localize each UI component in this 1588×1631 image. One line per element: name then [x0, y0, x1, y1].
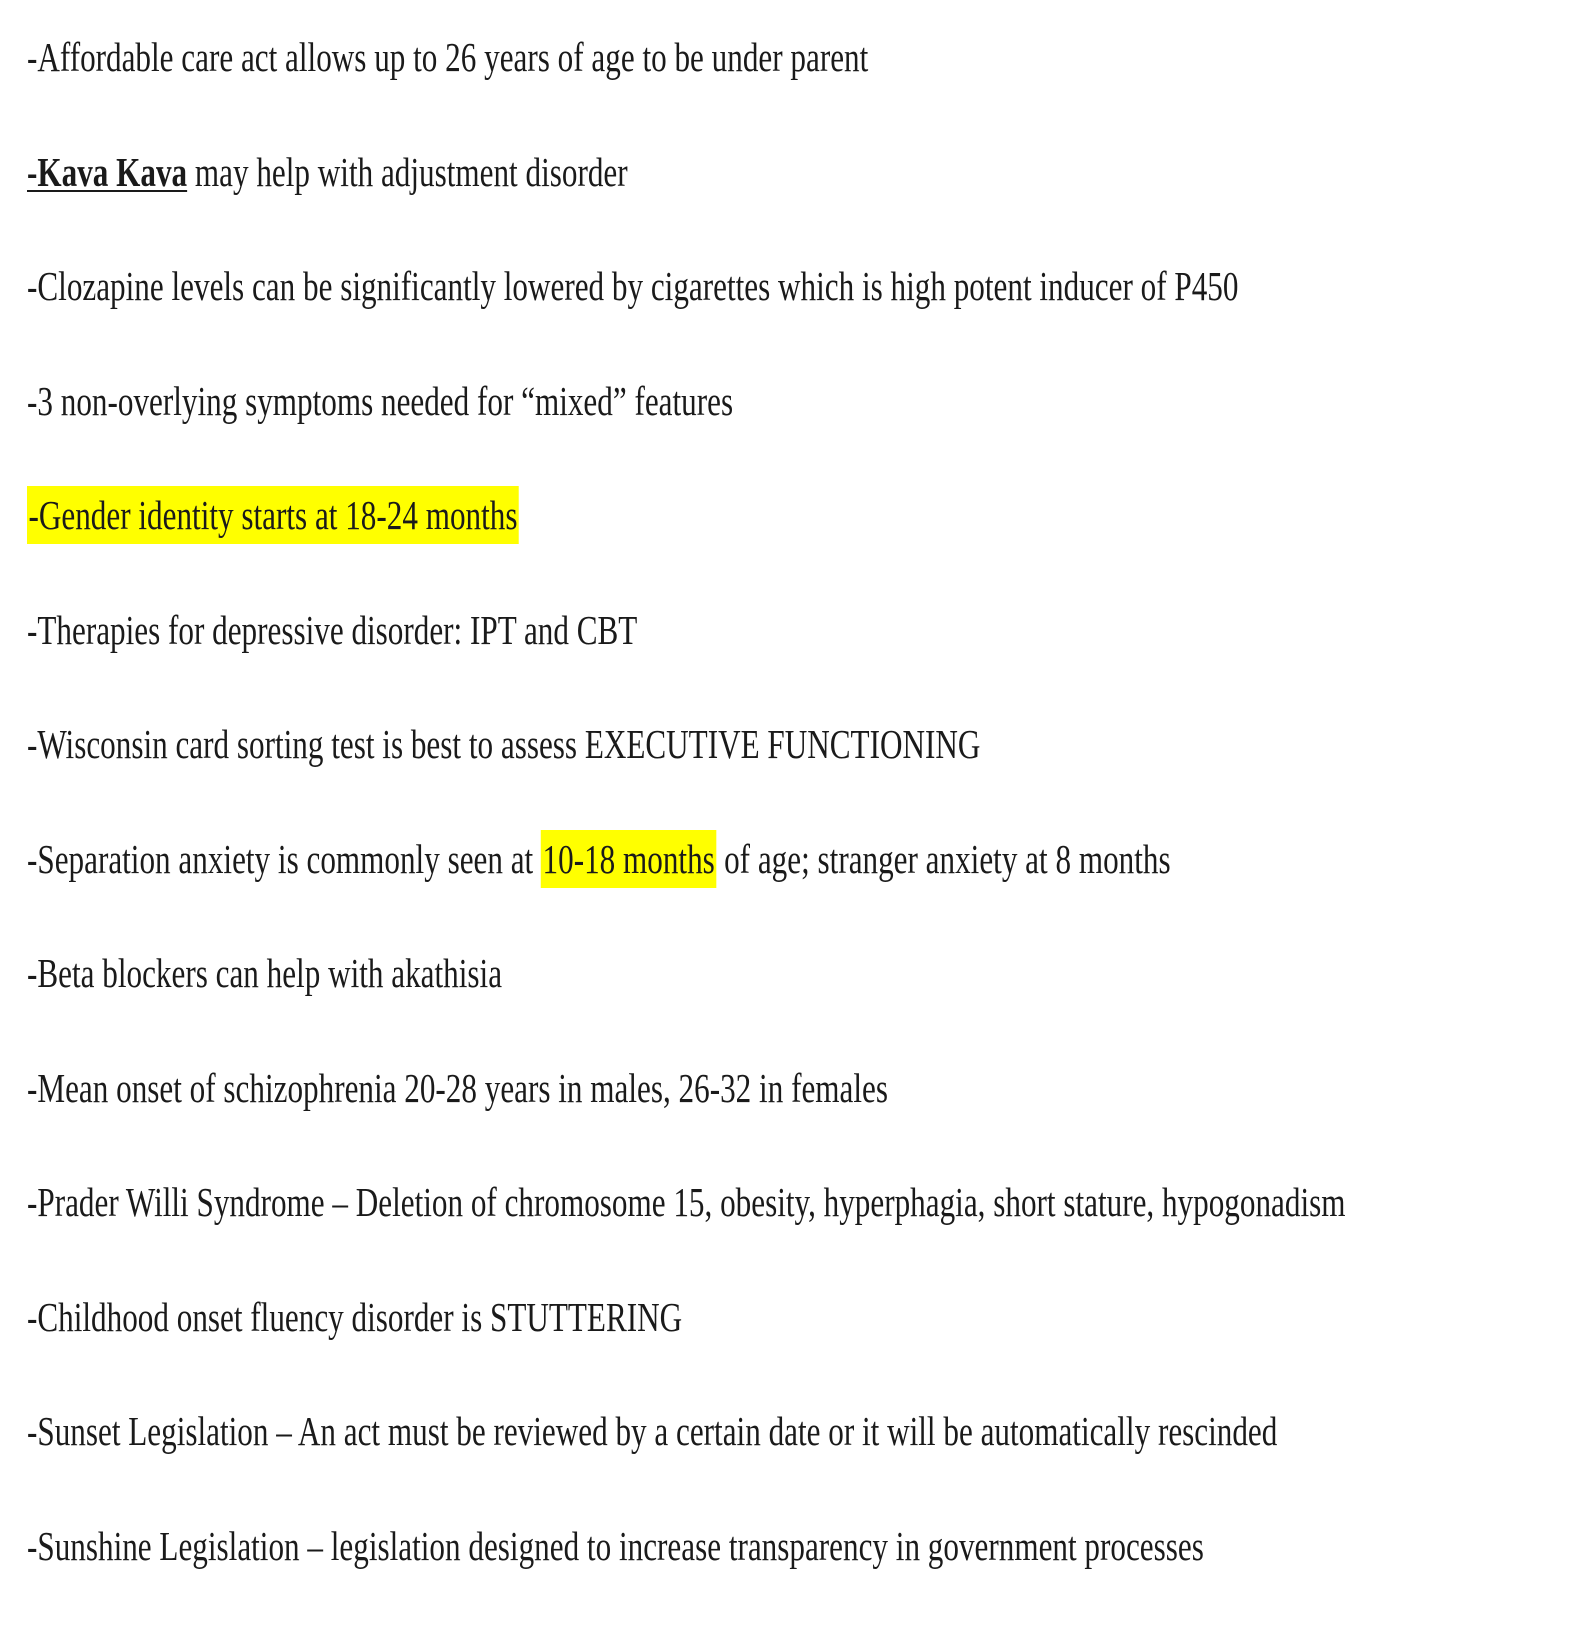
note-mixed-features	[27, 372, 1201, 487]
note-text: of age; stranger anxiety at 8 months	[716, 830, 1170, 888]
note-text: -Clozapine levels can be significantly lowered by cigarettes which is high potent inducer of P450	[27, 257, 1238, 315]
note-fluency-disorder	[27, 1288, 1201, 1403]
note-separation-anxiety	[27, 830, 1201, 945]
note-highlighted-text: -Gender identity starts at 18-24 months	[27, 486, 519, 544]
note-sunset-legislation	[27, 1402, 1201, 1517]
note-text: -Therapies for depressive disorder: IPT and CBT	[27, 601, 637, 659]
note-highlighted-text: 10-18 months	[541, 830, 716, 888]
note-wisconsin-card-sorting	[27, 715, 1201, 830]
note-text: -Sunshine Legislation – legislation designed to increase transparency in government processes	[27, 1517, 1204, 1575]
note-prader-willi	[27, 1173, 1201, 1288]
note-text: -Affordable care act allows up to 26 years of age to be under parent	[27, 28, 868, 86]
note-text: -Childhood onset fluency disorder is STUTTERING	[27, 1288, 682, 1346]
note-schizophrenia-onset	[27, 1059, 1201, 1174]
note-beta-blockers	[27, 944, 1201, 1059]
notes-document	[27, 28, 1572, 1631]
note-kava-kava	[27, 143, 1201, 258]
note-text: -Separation anxiety is commonly seen at	[27, 830, 541, 888]
note-sunshine-legislation	[27, 1517, 1201, 1631]
note-gender-identity	[27, 486, 1201, 601]
note-text: -Wisconsin card sorting test is best to assess EXECUTIVE FUNCTIONING	[27, 715, 980, 773]
note-text: -Beta blockers can help with akathisia	[27, 944, 502, 1002]
note-text: -3 non-overlying symptoms needed for “mixed” features	[27, 372, 733, 430]
note-text: -Sunset Legislation – An act must be reviewed by a certain date or it will be automatically rescinded	[27, 1402, 1277, 1460]
note-depressive-therapies	[27, 601, 1201, 716]
note-affordable-care-act	[27, 28, 1201, 143]
note-text: may help with adjustment disorder	[187, 143, 627, 201]
note-bold-term: -Kava Kava	[27, 143, 187, 201]
note-clozapine	[27, 257, 1201, 372]
note-text: -Prader Willi Syndrome – Deletion of chromosome 15, obesity, hyperphagia, short stature, hypogonadism	[27, 1173, 1345, 1231]
note-text: -Mean onset of schizophrenia 20-28 years in males, 26-32 in females	[27, 1059, 888, 1117]
